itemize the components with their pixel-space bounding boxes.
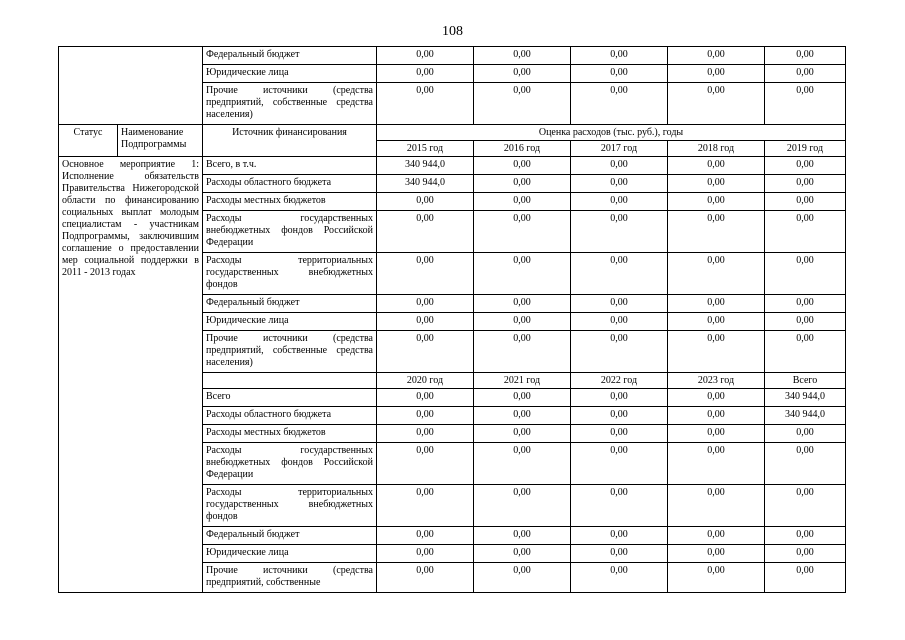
source-label: Расходы областного бюджета bbox=[203, 175, 377, 193]
value-cell: 0,00 bbox=[668, 313, 765, 331]
value-cell: 340 944,0 bbox=[377, 175, 474, 193]
value-cell: 0,00 bbox=[668, 253, 765, 295]
value-cell: 0,00 bbox=[668, 563, 765, 593]
value-cell: 0,00 bbox=[474, 211, 571, 253]
value-cell: 0,00 bbox=[571, 389, 668, 407]
source-label: Федеральный бюджет bbox=[203, 295, 377, 313]
value-cell: 0,00 bbox=[377, 545, 474, 563]
value-cell: 0,00 bbox=[668, 175, 765, 193]
page-number: 108 bbox=[442, 24, 463, 39]
value-cell: 0,00 bbox=[765, 83, 846, 125]
value-cell: 0,00 bbox=[474, 563, 571, 593]
value-cell: 0,00 bbox=[377, 47, 474, 65]
source-label: Расходы территориальных государственных внебюджетных фондов bbox=[203, 485, 377, 527]
value-cell: 0,00 bbox=[474, 83, 571, 125]
value-cell: 0,00 bbox=[765, 545, 846, 563]
value-cell: 0,00 bbox=[765, 295, 846, 313]
value-cell: 0,00 bbox=[571, 443, 668, 485]
year-header: 2022 год bbox=[571, 373, 668, 389]
value-cell: 0,00 bbox=[765, 563, 846, 593]
table-row bbox=[59, 157, 846, 175]
empty-cell bbox=[59, 47, 203, 125]
value-cell: 0,00 bbox=[377, 443, 474, 485]
value-cell: 0,00 bbox=[474, 175, 571, 193]
value-cell: 0,00 bbox=[765, 157, 846, 175]
source-label: Прочие источники (средства предприятий, собственные средства населения) bbox=[203, 331, 377, 373]
value-cell: 0,00 bbox=[765, 193, 846, 211]
value-cell: 340 944,0 bbox=[765, 407, 846, 425]
value-cell: 340 944,0 bbox=[377, 157, 474, 175]
source-label: Всего, в т.ч. bbox=[203, 157, 377, 175]
source-label: Федеральный бюджет bbox=[203, 47, 377, 65]
measure-description: Основное мероприятие 1: Исполнение обязательств Правительства Нижегородской области по финансированию социальных выплат молодым специалистам - участникам Подпрограммы, заключившим соглашение о предоставлении мер социальной поддержки в 2011 - 2013 годах bbox=[59, 157, 203, 593]
value-cell: 0,00 bbox=[571, 83, 668, 125]
source-label: Прочие источники (средства предприятий, собственные средства населения) bbox=[203, 83, 377, 125]
source-label: Расходы территориальных государственных внебюджетных фондов bbox=[203, 253, 377, 295]
source-label: Юридические лица bbox=[203, 313, 377, 331]
source-label: Расходы местных бюджетов bbox=[203, 425, 377, 443]
source-label: Прочие источники (средства предприятий, собственные bbox=[203, 563, 377, 593]
year-header: 2016 год bbox=[474, 141, 571, 157]
value-cell: 0,00 bbox=[377, 83, 474, 125]
value-cell: 0,00 bbox=[474, 389, 571, 407]
year-header: 2020 год bbox=[377, 373, 474, 389]
value-cell: 0,00 bbox=[571, 193, 668, 211]
source-label: Всего bbox=[203, 389, 377, 407]
year-header: 2017 год bbox=[571, 141, 668, 157]
value-cell: 0,00 bbox=[377, 295, 474, 313]
value-cell: 0,00 bbox=[474, 527, 571, 545]
value-cell: 0,00 bbox=[571, 425, 668, 443]
value-cell: 0,00 bbox=[668, 65, 765, 83]
header-source: Источник финансирования bbox=[203, 125, 377, 157]
value-cell: 0,00 bbox=[377, 331, 474, 373]
header-row bbox=[59, 125, 846, 141]
table-row bbox=[59, 47, 846, 65]
value-cell: 0,00 bbox=[571, 253, 668, 295]
value-cell: 0,00 bbox=[377, 407, 474, 425]
value-cell: 0,00 bbox=[571, 47, 668, 65]
value-cell: 0,00 bbox=[377, 527, 474, 545]
year-header: 2018 год bbox=[668, 141, 765, 157]
value-cell: 0,00 bbox=[571, 545, 668, 563]
value-cell: 0,00 bbox=[571, 407, 668, 425]
year-header: 2021 год bbox=[474, 373, 571, 389]
value-cell: 0,00 bbox=[765, 211, 846, 253]
year-header: 2023 год bbox=[668, 373, 765, 389]
value-cell: 0,00 bbox=[668, 443, 765, 485]
value-cell: 0,00 bbox=[474, 425, 571, 443]
value-cell: 0,00 bbox=[474, 295, 571, 313]
value-cell: 0,00 bbox=[765, 47, 846, 65]
value-cell: 0,00 bbox=[765, 485, 846, 527]
value-cell: 0,00 bbox=[571, 527, 668, 545]
value-cell: 0,00 bbox=[571, 157, 668, 175]
value-cell: 0,00 bbox=[474, 407, 571, 425]
source-label: Расходы местных бюджетов bbox=[203, 193, 377, 211]
value-cell: 0,00 bbox=[474, 47, 571, 65]
header-name: Наименование Подпрограммы bbox=[118, 125, 203, 157]
value-cell: 0,00 bbox=[474, 253, 571, 295]
value-cell: 0,00 bbox=[474, 157, 571, 175]
value-cell: 0,00 bbox=[668, 545, 765, 563]
value-cell: 0,00 bbox=[668, 331, 765, 373]
value-cell: 0,00 bbox=[668, 389, 765, 407]
value-cell: 0,00 bbox=[765, 253, 846, 295]
value-cell: 0,00 bbox=[765, 313, 846, 331]
value-cell: 0,00 bbox=[377, 563, 474, 593]
value-cell: 0,00 bbox=[474, 193, 571, 211]
value-cell: 0,00 bbox=[668, 295, 765, 313]
value-cell: 0,00 bbox=[474, 313, 571, 331]
source-label: Федеральный бюджет bbox=[203, 527, 377, 545]
financing-table bbox=[58, 46, 846, 593]
value-cell: 0,00 bbox=[765, 175, 846, 193]
value-cell: 0,00 bbox=[571, 211, 668, 253]
value-cell: 0,00 bbox=[668, 157, 765, 175]
value-cell: 0,00 bbox=[377, 313, 474, 331]
value-cell: 0,00 bbox=[377, 193, 474, 211]
value-cell: 0,00 bbox=[668, 47, 765, 65]
value-cell: 0,00 bbox=[765, 425, 846, 443]
value-cell: 0,00 bbox=[377, 485, 474, 527]
value-cell: 0,00 bbox=[765, 527, 846, 545]
value-cell: 0,00 bbox=[668, 193, 765, 211]
value-cell: 0,00 bbox=[668, 83, 765, 125]
value-cell: 340 944,0 bbox=[765, 389, 846, 407]
header-estimate: Оценка расходов (тыс. руб.), годы bbox=[377, 125, 846, 141]
source-label: Юридические лица bbox=[203, 545, 377, 563]
value-cell: 0,00 bbox=[377, 65, 474, 83]
year-header: Всего bbox=[765, 373, 846, 389]
empty-cell bbox=[203, 373, 377, 389]
year-header: 2015 год bbox=[377, 141, 474, 157]
source-label: Расходы государственных внебюджетных фондов Российской Федерации bbox=[203, 211, 377, 253]
value-cell: 0,00 bbox=[571, 65, 668, 83]
value-cell: 0,00 bbox=[474, 545, 571, 563]
value-cell: 0,00 bbox=[571, 313, 668, 331]
value-cell: 0,00 bbox=[765, 443, 846, 485]
source-label: Расходы областного бюджета bbox=[203, 407, 377, 425]
value-cell: 0,00 bbox=[571, 485, 668, 527]
value-cell: 0,00 bbox=[377, 389, 474, 407]
value-cell: 0,00 bbox=[571, 563, 668, 593]
value-cell: 0,00 bbox=[474, 443, 571, 485]
year-header: 2019 год bbox=[765, 141, 846, 157]
value-cell: 0,00 bbox=[765, 65, 846, 83]
value-cell: 0,00 bbox=[474, 331, 571, 373]
value-cell: 0,00 bbox=[668, 211, 765, 253]
value-cell: 0,00 bbox=[377, 211, 474, 253]
value-cell: 0,00 bbox=[668, 407, 765, 425]
value-cell: 0,00 bbox=[668, 527, 765, 545]
value-cell: 0,00 bbox=[377, 253, 474, 295]
value-cell: 0,00 bbox=[474, 65, 571, 83]
value-cell: 0,00 bbox=[571, 295, 668, 313]
value-cell: 0,00 bbox=[571, 175, 668, 193]
value-cell: 0,00 bbox=[571, 331, 668, 373]
value-cell: 0,00 bbox=[765, 331, 846, 373]
value-cell: 0,00 bbox=[474, 485, 571, 527]
source-label: Расходы государственных внебюджетных фондов Российской Федерации bbox=[203, 443, 377, 485]
value-cell: 0,00 bbox=[668, 485, 765, 527]
source-label: Юридические лица bbox=[203, 65, 377, 83]
value-cell: 0,00 bbox=[668, 425, 765, 443]
value-cell: 0,00 bbox=[377, 425, 474, 443]
header-status: Статус bbox=[59, 125, 118, 157]
